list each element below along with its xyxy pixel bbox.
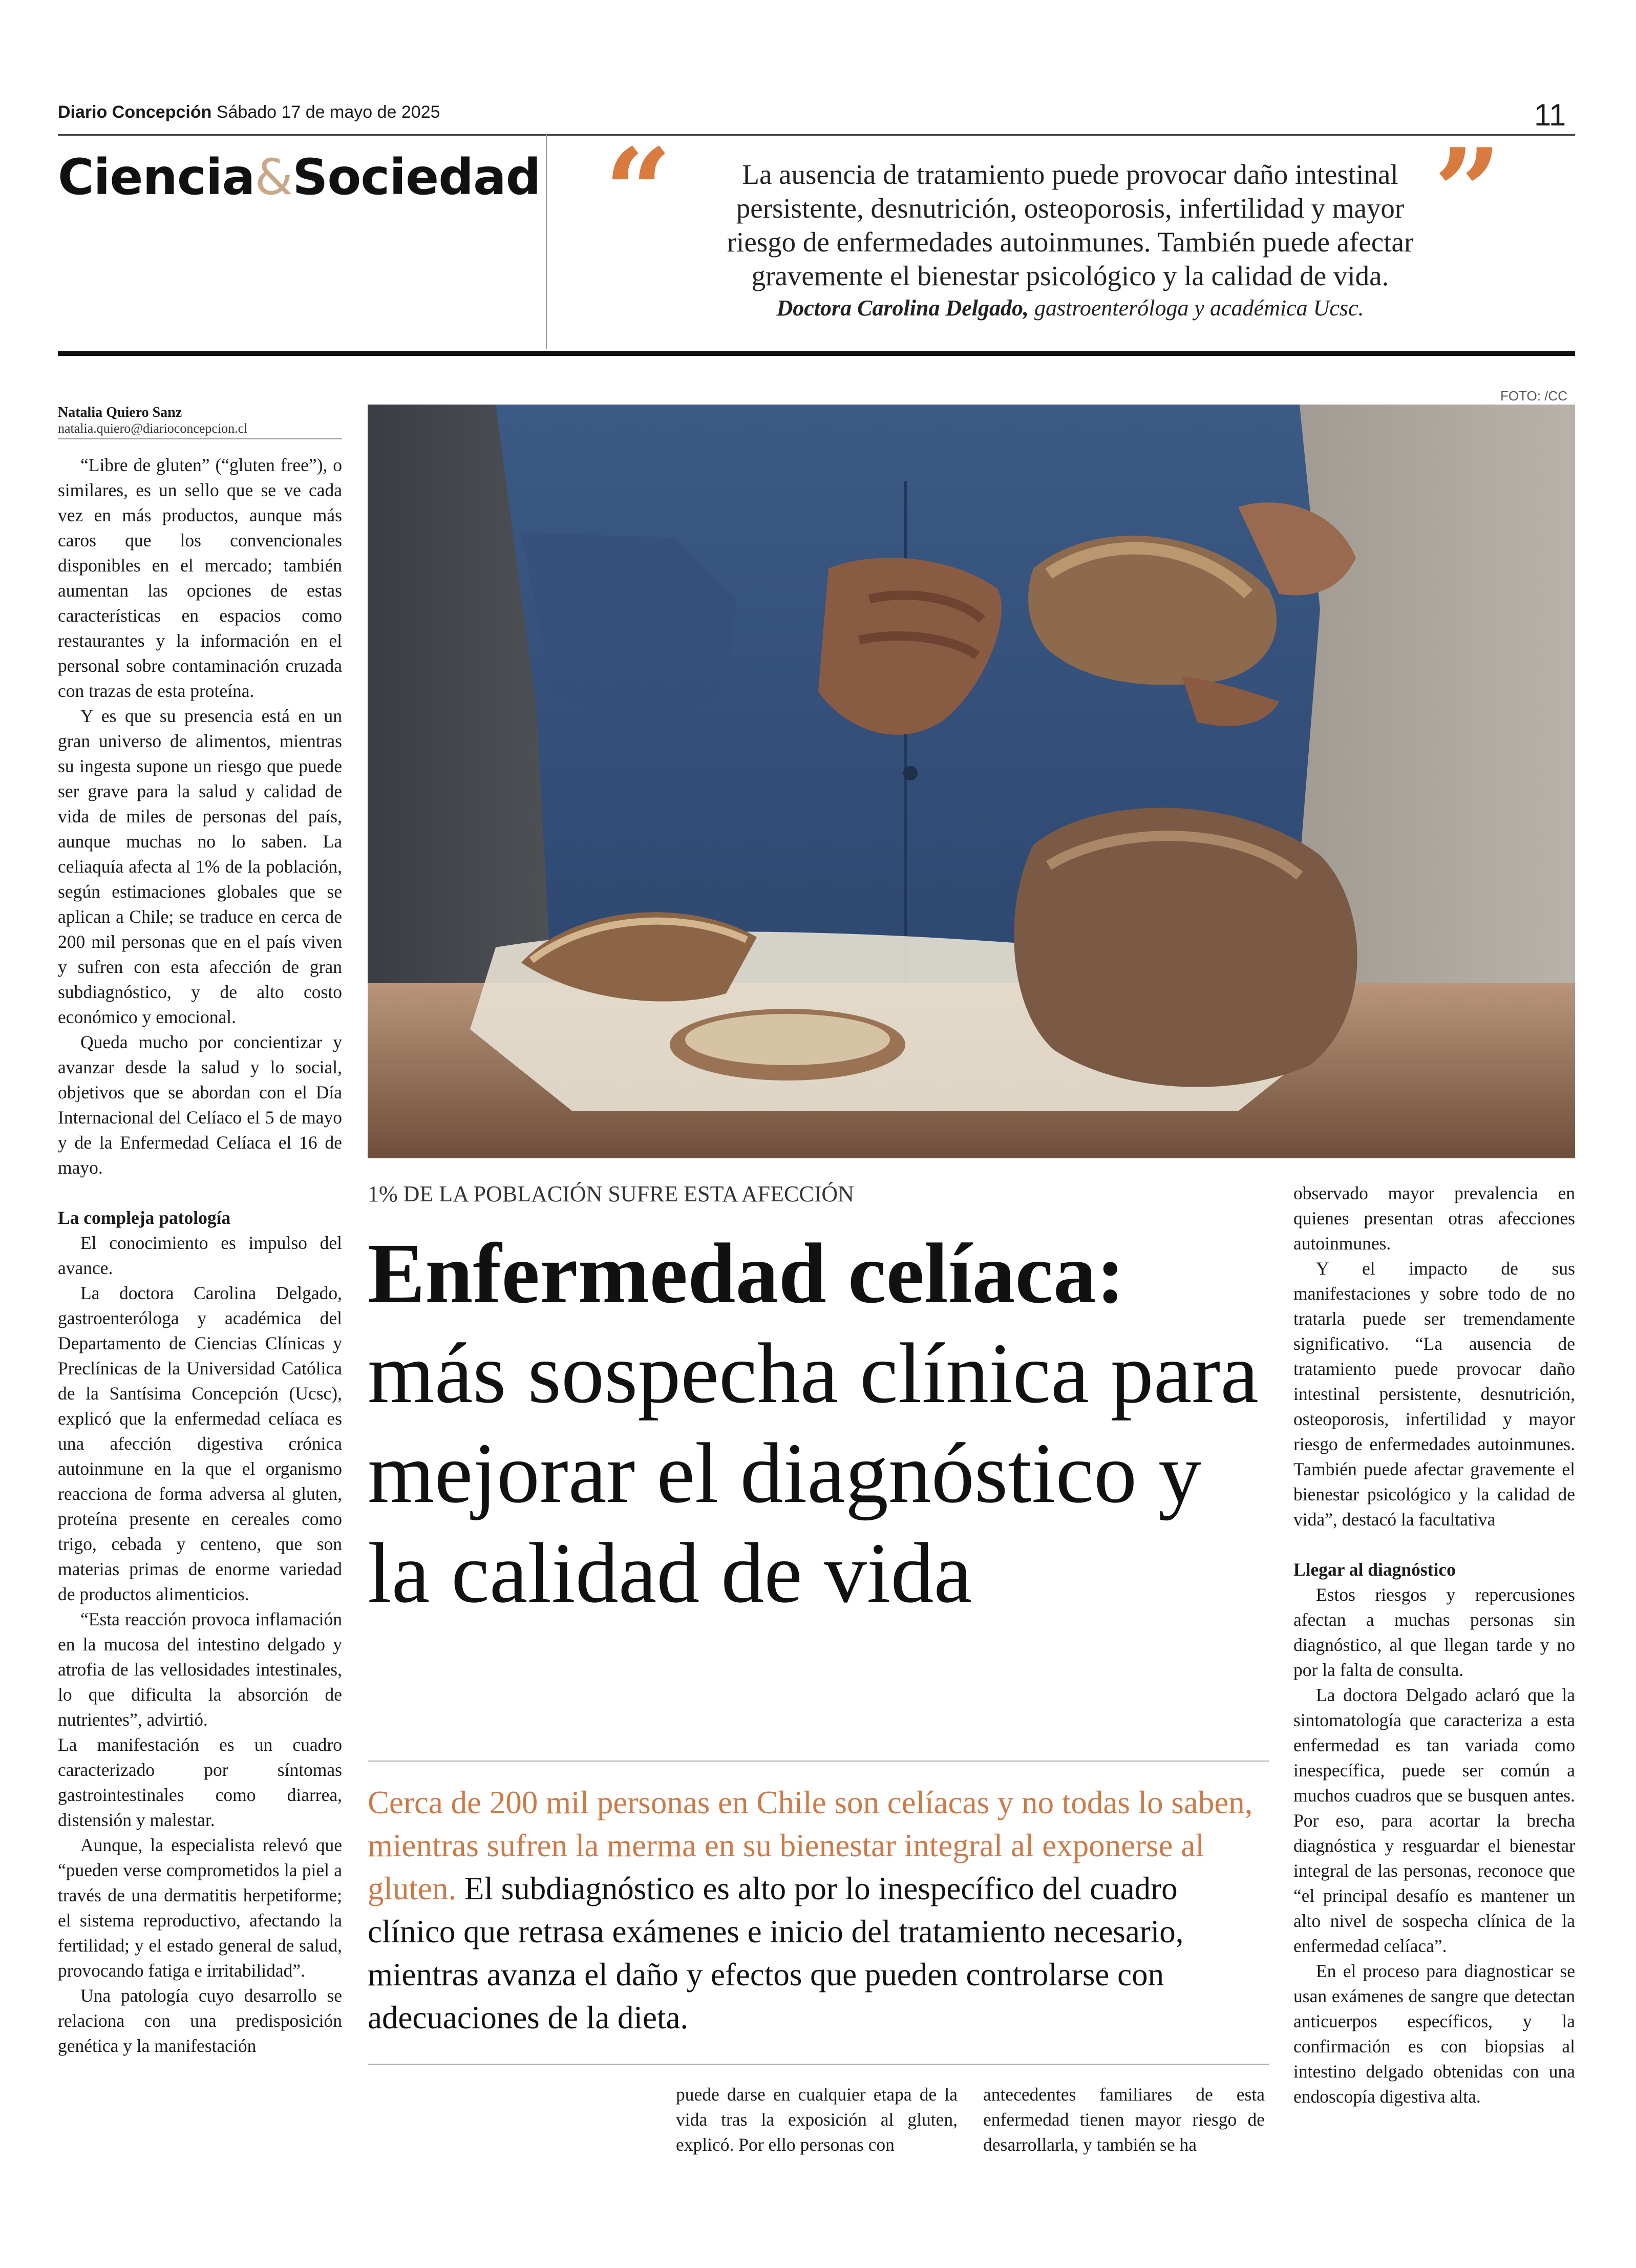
subheading: La compleja patología <box>58 1207 231 1228</box>
pull-quote-text: La ausencia de tratamiento puede provocar daño intestinal persistente, desnutrición, osteoporosis, infertilidad y mayor riesgo de enfermedades autoinmunes. También puede afectar gravemente el bienestar psicológico y la calidad de vida. <box>727 159 1414 291</box>
article-photo <box>368 405 1575 1158</box>
open-quote-icon: “ <box>604 123 672 261</box>
byline-name: Natalia Quiero Sanz <box>58 405 182 420</box>
article-kicker: 1% DE LA POBLACIÓN SUFRE ESTA AFECCIÓN <box>368 1181 854 1206</box>
section-title-left: Ciencia <box>58 149 255 206</box>
page-number: 11 <box>1534 98 1566 132</box>
article-column-2 <box>676 2082 958 2157</box>
section-title <box>58 149 541 206</box>
paragraph: Estos riesgos y repercusiones afectan a muchas personas sin diagnóstico, al que llegan tarde y no por la falta de consulta. <box>1293 1584 1575 1680</box>
section-ampersand: & <box>254 149 293 206</box>
pull-quote-attribution <box>707 295 1434 321</box>
lead-top-rule <box>368 1761 1269 1762</box>
paragraph: “Esta reacción provoca inflamación en la mucosa del intestino delgado y atrofia de las vellosidades intestinales, lo que dificulta la absorción de nutrientes”, advirtió. <box>58 1609 342 1730</box>
paragraph: El conocimiento es impulso del avance. <box>58 1233 342 1278</box>
paragraph: antecedentes familiares de esta enfermedad tienen mayor riesgo de desarrollarla, y también se ha <box>983 2084 1265 2155</box>
paper-name: Diario Concepción <box>58 102 212 122</box>
lead-bottom-rule <box>368 2064 1269 2065</box>
paragraph: La manifestación es un cuadro caracterizado por síntomas gastrointestinales como diarrea, distensión y malestar. <box>58 1734 342 1830</box>
headline-rest: más sospecha clínica para mejorar el diagnóstico y la calidad de vida <box>368 1326 1259 1621</box>
article-lead <box>368 1781 1269 2039</box>
paragraph: En el proceso para diagnosticar se usan exámenes de sangre que detectan anticuerpos específicos, y la confirmación es con biopsias al intestino delgado obtenidas con una endoscopía digestiva alta. <box>1293 1961 1575 2107</box>
headline-bold: Enfermedad celíaca: <box>368 1226 1125 1321</box>
paragraph: Queda mucho por concientizar y avanzar desde la salud y lo social, objetivos que se abordan con el Día Internacional del Celíaco el 5 de mayo y de la Enfermedad Celíaca el 16 de mayo. <box>58 1032 342 1178</box>
header-divider <box>546 134 547 349</box>
paragraph: puede darse en cualquier etapa de la vida tras la exposición al gluten, explicó. Por ello personas con <box>676 2084 958 2155</box>
section-title-right: Sociedad <box>292 149 541 206</box>
bread-photo-illustration <box>368 405 1575 1158</box>
paragraph: La doctora Carolina Delgado, gastroenteróloga y académica del Departamento de Ciencias Clínicas y Preclínicas de la Universidad Católica de la Santísima Concepción (Ucsc), explicó que la enfermedad celíaca es una afección digestiva crónica autoinmune en la que el organismo reacciona de forma adversa al gluten, proteína presente en cereales como trigo, cebada y centeno, que son materias primas de enorme variedad de productos alimenticios. <box>58 1283 342 1604</box>
paragraph: La doctora Delgado aclaró que la sintomatología que caracteriza a esta enfermedad es tan variada como inespecífica, puede ser común a muchos cuadros que se busquen antes. Por eso, para acortar la brecha diagnóstica y resguardar el bienestar integral de las personas, reconoce que “el principal desafío es mantener un alto nivel de sospecha clínica de la enfermedad celíaca”. <box>1293 1685 1575 1956</box>
header-rule <box>58 134 1575 136</box>
article-column-1 <box>58 453 342 2059</box>
quote-author: Doctora Carolina Delgado, <box>776 295 1029 321</box>
paragraph: “Libre de gluten” (“gluten free”), o similares, es un sello que se ve cada vez en más productos, aunque más caros que los convencionales disponibles en el mercado; también aumentan las opciones de estas características en espacios como restaurantes y la información en el personal sobre contaminación cruzada con trazas de esta proteína. <box>58 455 342 701</box>
photo-credit: FOTO: /CC <box>1500 388 1567 404</box>
article-headline <box>368 1224 1274 1623</box>
close-quote-icon: ” <box>1434 123 1502 261</box>
lead-highlight: Cerca de 200 mil personas en Chile son celíacas y no todas lo saben, mientras sufren la merma en su bienestar integral al exponerse al gluten. <box>368 1785 1253 1906</box>
article-column-3 <box>983 2082 1265 2157</box>
lead-text: El subdiagnóstico es alto por lo inespecífico del cuadro clínico que retrasa exámenes e inicio del tratamiento necesario, mientras avanza el daño y efectos que pueden controlarse con adecuaciones de la dieta. <box>368 1871 1184 2036</box>
paragraph: observado mayor prevalencia en quienes presentan otras afecciones autoinmunes. <box>1293 1183 1575 1254</box>
masthead <box>58 102 440 122</box>
article-column-4 <box>1293 1181 1575 2109</box>
paragraph: Y es que su presencia está en un gran universo de alimentos, mientras su ingesta supone un riesgo que puede ser grave para la salud y calidad de vida de miles de personas del país, aunque muchas no lo saben. La celiaquía afecta al 1% de la población, según estimaciones globales que se aplican a Chile; se traduce en cerca de 200 mil personas que en el país viven y sufren con esta afección de gran subdiagnóstico, y de alto costo económico y emocional. <box>58 706 342 1027</box>
byline-rule <box>58 438 342 439</box>
subheading: Llegar al diagnóstico <box>1293 1559 1456 1580</box>
paragraph: Y el impacto de sus manifestaciones y sobre todo de no tratarla puede ser tremendamente significativo. “La ausencia de tratamiento puede provocar daño intestinal persistente, desnutrición, osteoporosis, infertilidad y mayor riesgo de enfermedades autoinmunes. También puede afectar gravemente el bienestar psicológico y la calidad de vida”, destacó la facultativa <box>1293 1258 1575 1530</box>
byline-email[interactable]: natalia.quiero@diarioconcepcion.cl <box>58 421 248 436</box>
paragraph: Aunque, la especialista relevó que “pueden verse comprometidos la piel a través de una dermatitis herpetiforme; el sistema reproductivo, afectando la fertilidad; y el estado general de salud, provocando fatiga e irritabilidad”. <box>58 1835 342 1981</box>
header-thick-rule <box>58 351 1575 356</box>
quote-author-role: gastroenteróloga y académica Ucsc. <box>1029 295 1364 321</box>
issue-date: Sábado 17 de mayo de 2025 <box>216 102 440 122</box>
paragraph: Una patología cuyo desarrollo se relaciona con una predisposición genética y la manifestación <box>58 1985 342 2056</box>
